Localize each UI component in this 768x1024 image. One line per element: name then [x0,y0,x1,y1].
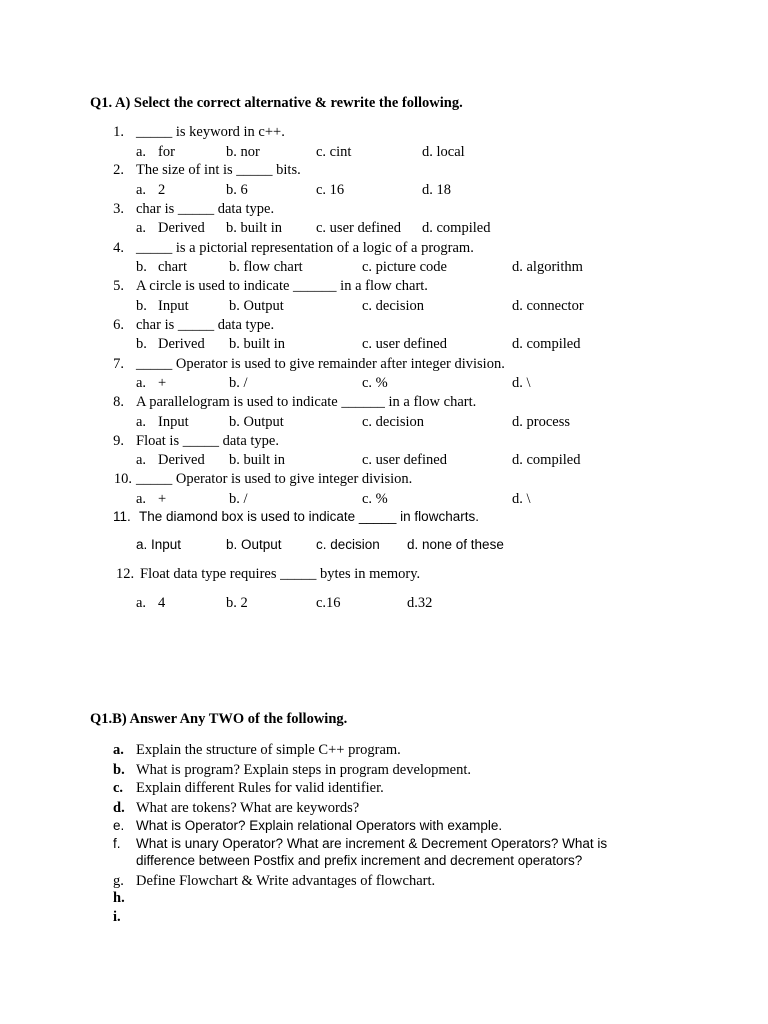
item-text: Explain different Rules for valid identifier. [136,780,384,796]
item-letter: d. [113,800,125,816]
item-letter: a. [113,742,124,758]
option-b: b. flow chart [229,259,303,275]
item-text: Explain the structure of simple C++ program. [136,742,401,758]
option-label: b. [136,336,147,352]
question-number: 12. [116,566,135,582]
option-c: c. cint [316,144,352,160]
option-b: b. built in [229,452,285,468]
option-b: b. built in [229,336,285,352]
option-a: chart [158,259,187,275]
option-d: d. process [512,414,570,430]
option-c: c. picture code [362,259,447,275]
option-a: 2 [158,182,166,198]
item-letter: g. [113,873,124,889]
option-c: c. 16 [316,182,345,198]
item-text: What is unary Operator? What are increment & Decrement Operators? What is [136,836,608,851]
question-text: _____ is keyword in c++. [136,124,285,140]
option-label: a. [136,452,147,468]
option-b: b. nor [226,144,260,160]
option-d: d. compiled [512,336,581,352]
option-a: a. Input [136,537,182,552]
option-label: a. [136,182,147,198]
option-c: c. decision [362,298,425,314]
question-number: 9. [113,433,124,449]
question-number: 8. [113,394,124,410]
question-text: _____ is a pictorial representation of a logic of a program. [136,240,474,256]
option-a: 4 [158,595,166,611]
option-c: c. % [362,375,388,391]
option-label: a. [136,595,147,611]
option-d: d. \ [512,375,531,391]
question-number: 10. [113,471,132,487]
option-a: Derived [158,336,205,352]
option-label: a. [136,220,147,236]
option-label: a. [136,375,147,391]
section-a-heading: Q1. A) Select the correct alternative & rewrite the following. [90,95,463,111]
option-d: d. local [422,144,465,160]
option-c: c. user defined [362,336,447,352]
option-a: Input [158,298,189,314]
option-b: b. built in [226,220,282,236]
option-c: c. user defined [316,220,401,236]
question-text: A circle is used to indicate ______ in a flow chart. [136,278,428,294]
option-a: + [158,491,167,507]
question-text: The diamond box is used to indicate _____ in flowcharts. [139,509,479,524]
option-label: a. [136,144,147,160]
option-a: for [158,144,175,160]
question-text: _____ Operator is used to give integer division. [136,471,413,487]
question-text: A parallelogram is used to indicate ______ in a flow chart. [136,394,477,410]
option-label: b. [136,298,147,314]
item-letter: h. [113,890,125,906]
question-text: The size of int is _____ bits. [136,162,301,178]
section-b-heading: Q1.B) Answer Any TWO of the following. [90,711,348,727]
question-number: 5. [113,278,124,294]
item-letter: i. [113,909,121,925]
option-c: c. decision [362,414,425,430]
option-b: b. / [229,491,248,507]
question-text: char is _____ data type. [136,317,275,333]
option-b: b. Output [226,537,282,552]
option-d: d. connector [512,298,584,314]
option-b: b. 2 [226,595,248,611]
question-text: Float is _____ data type. [136,433,279,449]
option-d: d. compiled [422,220,491,236]
option-c: c. decision [316,537,380,552]
option-label: a. [136,414,147,430]
option-a: + [158,375,167,391]
option-d: d. \ [512,491,531,507]
question-number: 4. [113,240,124,256]
option-b: b. Output [229,298,284,314]
option-label: b. [136,259,147,275]
option-b: b. / [229,375,248,391]
option-d: d. 18 [422,182,451,198]
question-number: 7. [113,356,124,372]
question-number: 6. [113,317,124,333]
question-number: 1. [113,124,124,140]
question-number: 2. [113,162,124,178]
item-letter: b. [113,762,125,778]
option-label: a. [136,491,147,507]
question-number: 3. [113,201,124,217]
item-letter: f. [113,836,121,851]
item-text: What is Operator? Explain relational Operators with example. [136,818,503,833]
option-d: d. none of these [407,537,504,552]
option-a: Derived [158,220,205,236]
option-c: c. % [362,491,388,507]
option-a: Derived [158,452,205,468]
option-d: d.32 [407,595,433,611]
item-text-continued: difference between Postfix and prefix increment and decrement operators? [136,853,583,868]
option-d: d. algorithm [512,259,583,275]
question-text: _____ Operator is used to give remainder after integer division. [136,356,505,372]
item-text: Define Flowchart & Write advantages of flowchart. [136,873,436,889]
item-text: What are tokens? What are keywords? [136,800,360,816]
item-text: What is program? Explain steps in program development. [136,762,472,778]
option-c: c. user defined [362,452,447,468]
option-b: b. Output [229,414,284,430]
option-c: c.16 [316,595,341,611]
question-number: 11. [113,509,131,524]
question-text: char is _____ data type. [136,201,275,217]
option-a: Input [158,414,189,430]
item-letter: c. [113,780,124,796]
question-text: Float data type requires _____ bytes in memory. [140,566,421,582]
item-letter: e. [113,818,125,833]
option-b: b. 6 [226,182,248,198]
option-d: d. compiled [512,452,581,468]
